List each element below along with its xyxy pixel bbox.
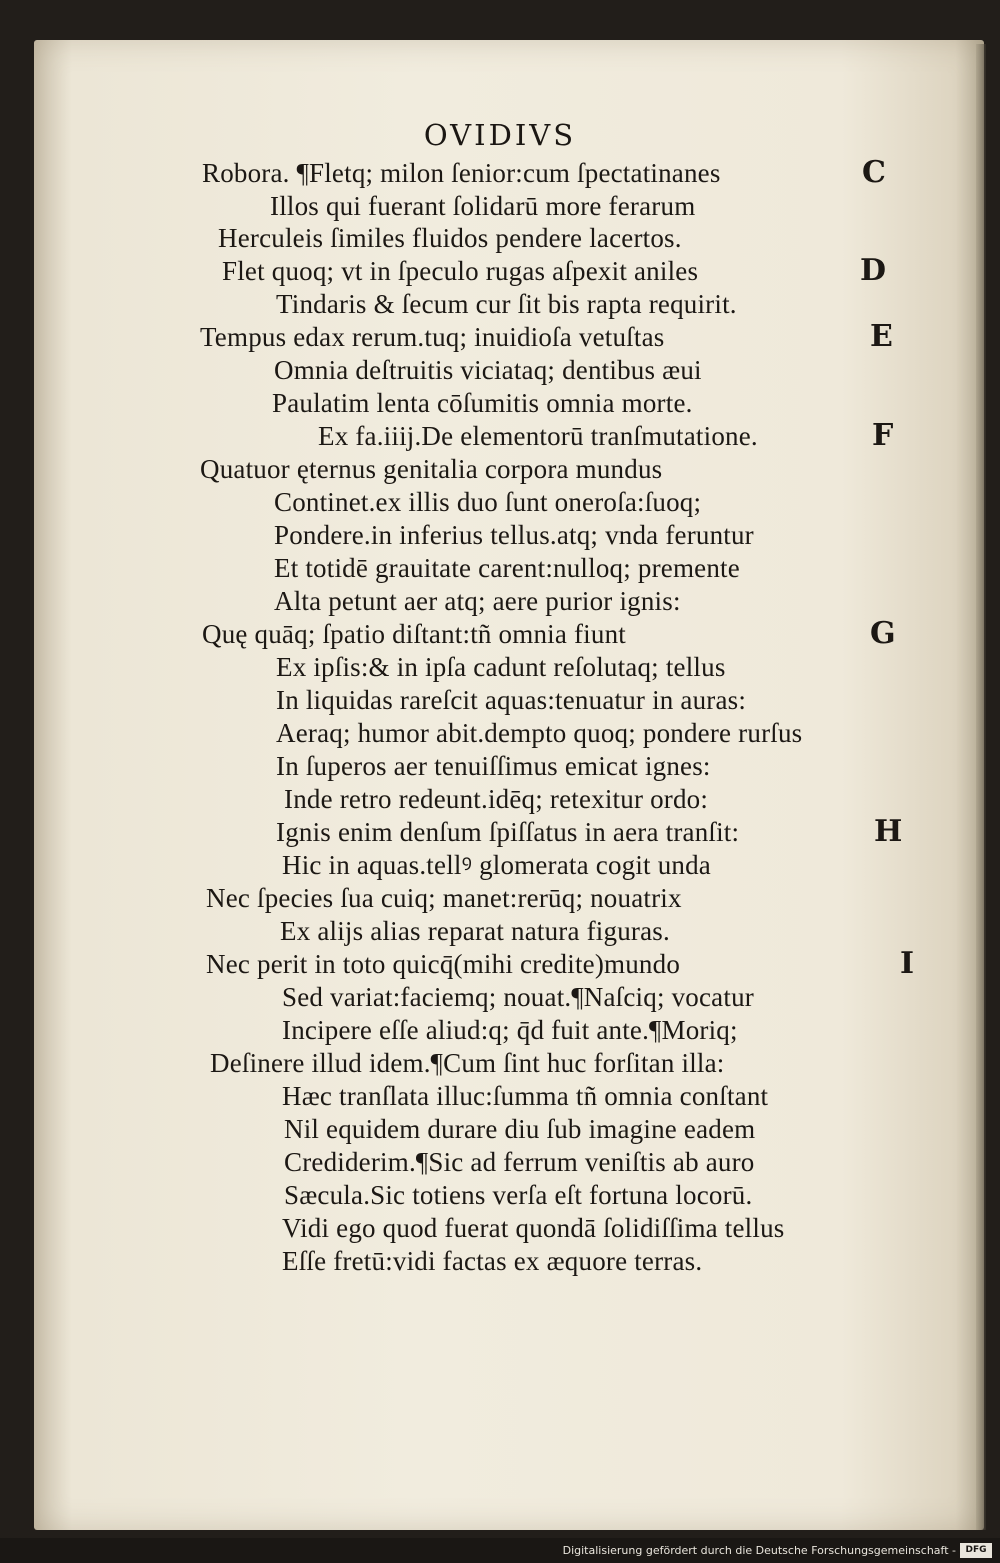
text-line: Ex ipſis:& in ipſa cadunt reſolutaq; tellus — [276, 652, 726, 682]
text-line: Tindaris & ſecum cur ſit bis rapta requirit. — [276, 289, 737, 319]
page-edge — [976, 44, 986, 1530]
text-line: Omnia deſtruitis viciataq; dentibus æui — [274, 355, 702, 385]
text-line: Paulatim lenta cōſumitis omnia morte. — [272, 388, 693, 418]
text-line: Et totidē grauitate carent:nulloq; premente — [274, 553, 740, 583]
text-line: Incipere eſſe aliud:q; q̄d fuit ante.¶Moriq; — [282, 1015, 738, 1045]
running-title: OVIDIVS — [423, 118, 577, 152]
text-line: Flet quoq; vt in ſpeculo rugas aſpexit aniles — [222, 256, 699, 286]
footer-credit: Digitalisierung gefördert durch die Deutsche Forschungsgemeinschaft - — [562, 1544, 956, 1557]
text-line: Quę quāq; ſpatio diſtant:tñ omnia fiunt — [202, 619, 626, 649]
text-line: Eſſe fretū:vidi factas ex æquore terras. — [282, 1246, 703, 1276]
text-line: Tempus edax rerum.tuq; inuidioſa vetuſtas — [200, 322, 665, 352]
text-line: Sæcula.Sic totiens verſa eſt fortuna locorū. — [284, 1180, 753, 1210]
text-line: Alta petunt aer atq; aere purior ignis: — [274, 586, 681, 616]
margin-letter: I — [900, 946, 915, 981]
dfg-logo: DFG — [960, 1543, 992, 1558]
text-line: Inde retro redeunt.idēq; retexitur ordo: — [284, 784, 709, 814]
text-line: Hæc tranſlata illuc:ſumma tñ omnia conſtant — [282, 1081, 769, 1111]
margin-letter: C — [862, 155, 886, 190]
margin-letter: E — [870, 319, 893, 354]
text-line: Pondere.in inferius tellus.atq; vnda feruntur — [274, 520, 754, 550]
margin-letter: D — [860, 253, 887, 288]
margin-letter: H — [874, 814, 903, 849]
text-line: Herculeis ſimiles fluidos pendere lacertos. — [218, 223, 682, 253]
text-line: Crediderim.¶Sic ad ferrum veniſtis ab auro — [284, 1147, 755, 1177]
text-line: In liquidas rareſcit aquas:tenuatur in auras: — [276, 685, 747, 715]
text-line: Nil equidem durare diu ſub imagine eadem — [284, 1114, 756, 1144]
text-line: Nec ſpecies ſua cuiq; manet:rerūq; nouatrix — [206, 883, 682, 913]
text-line: Aeraq; humor abit.dempto quoq; pondere rurſus — [276, 718, 803, 748]
text-line: Vidi ego quod fuerat quondā ſolidiſſima tellus — [282, 1213, 785, 1243]
margin-letter: F — [872, 418, 894, 453]
text-line: Illos qui fuerant ſolidarū more ferarum — [270, 191, 696, 221]
text-line: Robora. ¶Fletq; milon ſenior:cum ſpectatinanes — [202, 158, 721, 188]
text-line: Quatuor ęternus genitalia corpora mundus — [200, 454, 663, 484]
text-line: Nec perit in toto quicq̄(mihi credite)mundo — [206, 949, 681, 979]
text-line: In ſuperos aer tenuiſſimus emicat ignes: — [276, 751, 711, 781]
margin-letter: G — [870, 616, 896, 651]
text-line: Continet.ex illis duo ſunt oneroſa:ſuoq; — [274, 487, 702, 517]
text-line: Hic in aquas.tellꝰ glomerata cogit unda — [282, 850, 711, 880]
text-line: Ignis enim denſum ſpiſſatus in aera tranſit: — [276, 817, 740, 847]
text-line: Ex fa.iiij.De elementorū tranſmutatione. — [318, 421, 758, 451]
text-line: Ex alijs alias reparat natura figuras. — [280, 916, 670, 946]
text-line: Sed variat:faciemq; nouat.¶Naſciq; vocatur — [282, 982, 754, 1012]
text-line: Deſinere illud idem.¶Cum ſint huc forſitan illa: — [210, 1048, 725, 1078]
